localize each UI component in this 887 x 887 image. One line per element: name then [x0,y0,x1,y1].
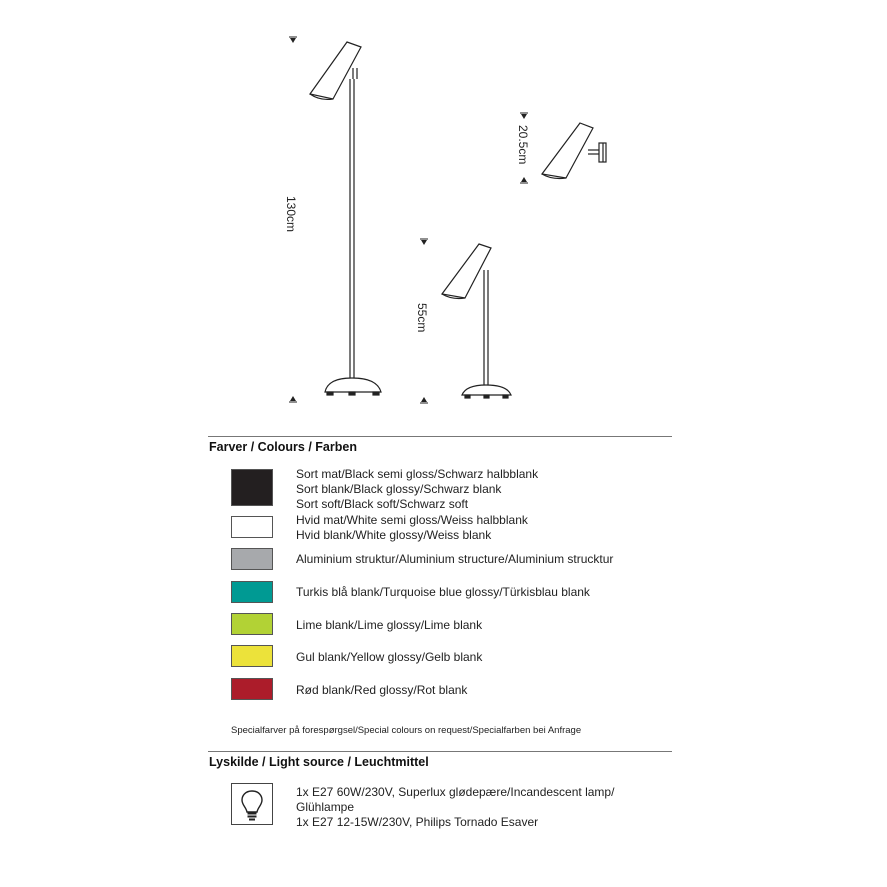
colour-description-line: Hvid mat/White semi gloss/Weiss halbblank [296,513,528,527]
colour-description-line: Gul blank/Yellow glossy/Gelb blank [296,650,483,664]
colour-description [296,618,482,633]
light-source-text [296,785,614,830]
table-height-label: 55cm [415,303,429,333]
colour-description [296,585,590,600]
light-source-line: 1x E27 60W/230V, Superlux glødepære/Incandescent lamp/ [296,785,615,799]
colour-swatch [231,548,273,570]
light-bulb-icon [231,783,273,825]
colour-description [296,650,482,665]
special-colours-note: Specialfarver på forespørgsel/Special colours on request/Specialfarben bei Anfrage [231,725,582,736]
colours-divider [208,436,672,437]
light-source-divider [208,751,672,752]
colour-description [296,683,467,698]
colours-heading: Farver / Colours / Farben [209,440,357,454]
colour-swatch [231,516,273,538]
colour-swatch [231,581,273,603]
wall-height-label: 20.5cm [516,125,530,165]
light-bulb-glyph [232,784,272,824]
colour-swatch [231,645,273,667]
colour-swatch [231,613,273,635]
colour-description-line: Turkis blå blank/Turquoise blue glossy/Türkisblau blank [296,585,590,599]
colour-swatch [231,678,273,700]
colour-description-line: Sort mat/Black semi gloss/Schwarz halbblank [296,467,539,481]
colour-description [296,467,538,512]
colour-description-line: Aluminium struktur/Aluminium structure/Aluminium strucktur [296,552,614,566]
table-lamp-drawing [442,244,511,398]
lamp-drawings [0,0,887,430]
colour-description-line: Rød blank/Red glossy/Rot blank [296,683,468,697]
wall-lamp-drawing [542,123,606,179]
colour-description-line: Hvid blank/White glossy/Weiss blank [296,528,492,542]
colour-description-line: Sort blank/Black glossy/Schwarz blank [296,482,502,496]
light-source-line: Glühlampe [296,800,355,814]
colour-description-line: Sort soft/Black soft/Schwarz soft [296,497,469,511]
light-source-line: 1x E27 12-15W/230V, Philips Tornado Esaver [296,815,539,829]
colour-description [296,552,613,567]
floor-lamp-drawing [310,42,381,395]
colour-swatch [231,469,273,506]
colour-description [296,513,528,543]
colour-description-line: Lime blank/Lime glossy/Lime blank [296,618,483,632]
floor-height-label: 130cm [284,196,298,233]
light-source-heading: Lyskilde / Light source / Leuchtmittel [209,755,429,769]
